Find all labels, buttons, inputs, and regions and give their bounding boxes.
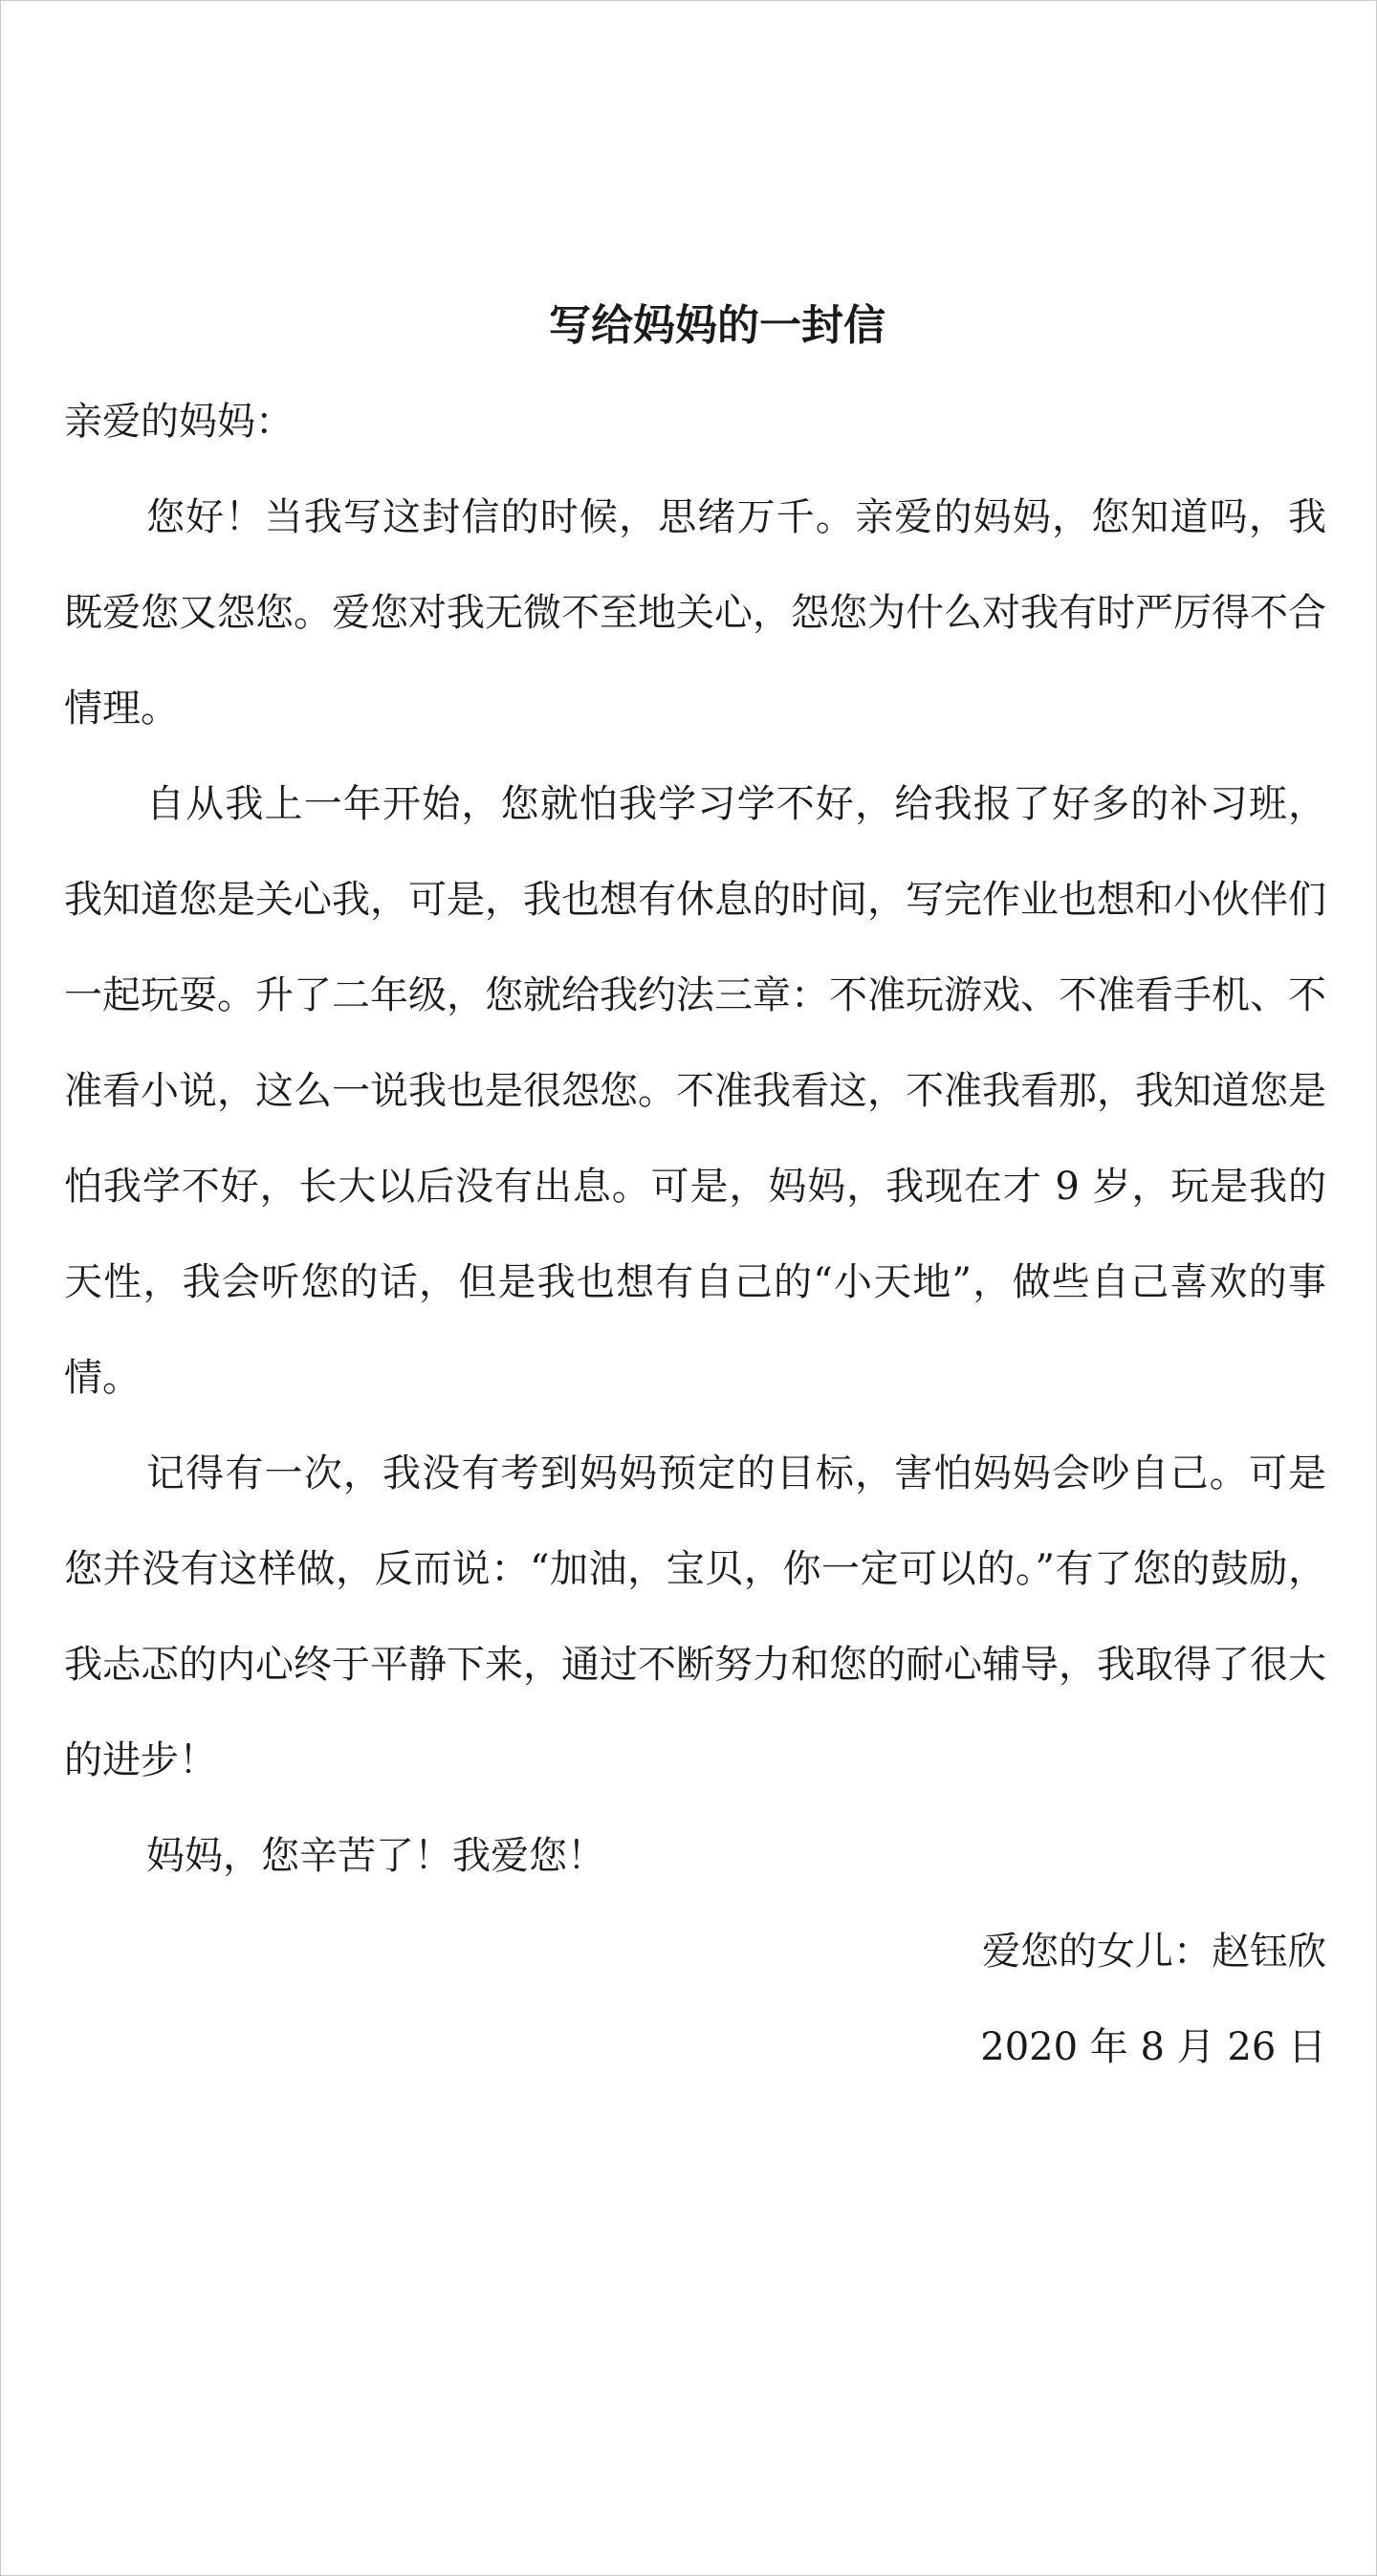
letter-body	[64, 278, 1326, 2095]
paragraph-3: 记得有一次，我没有考到妈妈预定的目标，害怕妈妈会吵自己。可是您并没有这样做，反而说：“加油，宝贝，你一定可以的。”有了您的鼓励，我忐忑的内心终于平静下来，通过不断努力和您的耐心辅导，我取得了很大的进步！	[64, 1452, 1326, 1782]
paragraph-4: 妈妈，您辛苦了！我爱您！	[146, 1834, 605, 1878]
letter-greeting: 亲爱的妈妈：	[64, 400, 294, 444]
letter-signature: 爱您的女儿：赵钰欣	[982, 1930, 1326, 1974]
letter-title: 写给妈妈的一封信	[549, 301, 885, 350]
paragraph-2: 自从我上一年开始，您就怕我学习学不好，给我报了好多的补习班，我知道您是关心我，可是，我也想有休息的时间，写完作业也想和小伙伴们一起玩耍。升了二年级，您就给我约法三章：不准玩游戏、不准看手机、不准看小说，这么一说我也是很怨您。不准我看这，不准我看那，我知道您是怕我学不好，长大以后没有出息。可是，妈妈，我现在才 9 岁，玩是我的天性，我会听您的话，但是我也想有自己的“小天地”，做些自己喜欢的事情。	[64, 782, 1326, 1400]
paragraph-1: 您好！当我写这封信的时候，思绪万千。亲爱的妈妈，您知道吗，我既爱您又怨您。爱您对我无微不至地关心，怨您为什么对我有时严厉得不合情理。	[64, 495, 1326, 731]
letter-date: 2020 年 8 月 26 日	[980, 2025, 1326, 2069]
